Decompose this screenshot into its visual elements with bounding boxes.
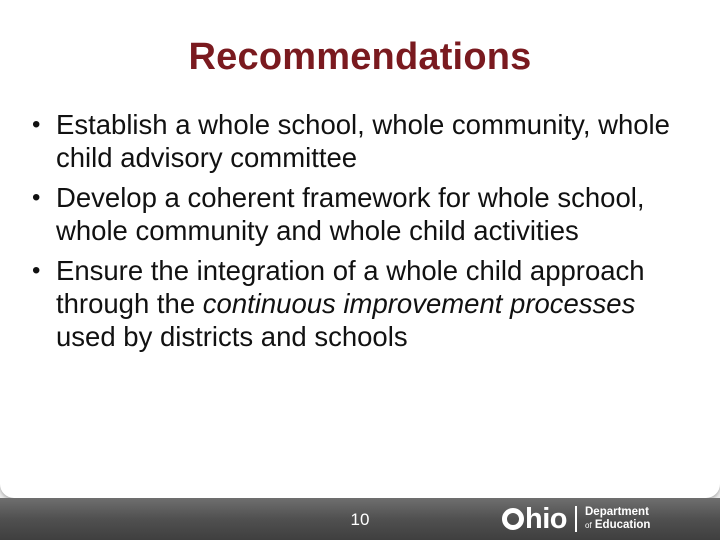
logo-divider xyxy=(575,506,577,532)
ohio-wordmark-text: hio xyxy=(525,502,567,535)
ohio-department-of-education-logo xyxy=(502,503,650,535)
bullet-text: Ensure the integration of a whole child approach through the xyxy=(56,255,645,319)
ohio-wordmark xyxy=(502,503,567,536)
bullet-dot-icon: • xyxy=(32,184,41,211)
ohio-o-icon xyxy=(502,508,524,530)
department-line1: Department xyxy=(585,506,649,518)
department-of: of xyxy=(585,521,592,530)
bullet-text-italic: continuous improvement processes xyxy=(202,288,636,319)
department-education: Education xyxy=(594,519,651,531)
bullet-dot-icon: • xyxy=(32,257,41,284)
bullet-item xyxy=(30,254,695,353)
bullet-item xyxy=(30,181,695,247)
slide-title: Recommendations xyxy=(188,36,532,78)
page-number: 10 xyxy=(350,510,370,529)
bullet-list xyxy=(30,108,695,360)
department-text xyxy=(585,506,650,532)
bullet-text: Establish a whole school, whole community, whole child advisory committee xyxy=(56,109,670,173)
bullet-text: used by districts and schools xyxy=(56,321,408,352)
bullet-item xyxy=(30,108,695,174)
department-line2 xyxy=(585,519,650,532)
bullet-text: Develop a coherent framework for whole school, whole community and whole child activities xyxy=(56,182,645,246)
bullet-dot-icon: • xyxy=(32,111,41,138)
